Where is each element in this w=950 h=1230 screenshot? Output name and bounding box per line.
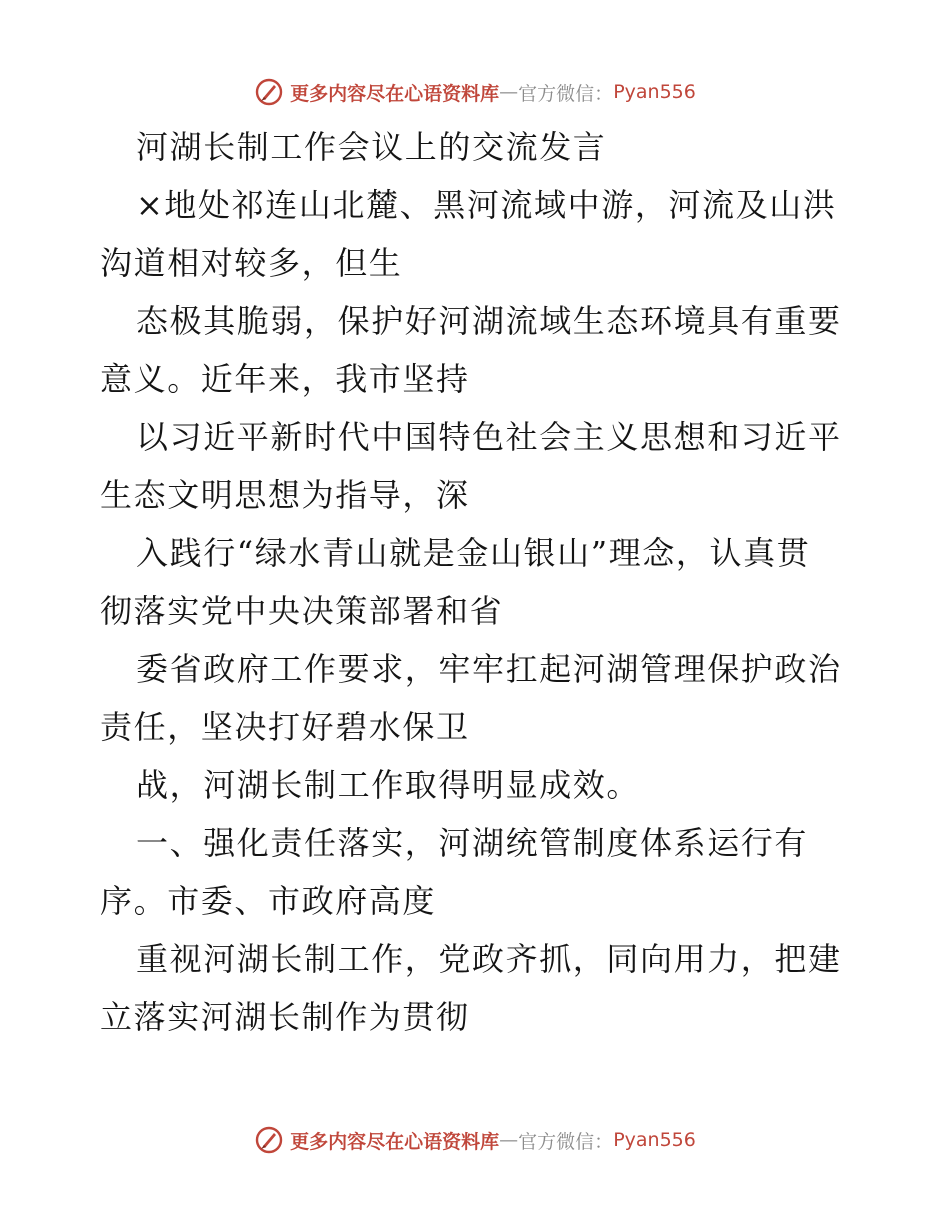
paragraph-line: 重视河湖长制工作，党政齐抓，同向用力，把建 bbox=[136, 940, 842, 978]
watermark-brand: 更多内容尽在心语资料库 bbox=[290, 1130, 500, 1153]
header-watermark bbox=[0, 72, 950, 112]
paragraph-line: 战，河湖长制工作取得明显成效。 bbox=[136, 766, 641, 804]
paragraph-line: ×地处祁连山北麓、黑河流域中游，河流及山洪 bbox=[136, 186, 837, 224]
paragraph-line: 彻落实党中央决策部署和省 bbox=[100, 592, 504, 630]
document-body bbox=[100, 118, 860, 1046]
paragraph-line: 态极其脆弱，保护好河湖流域生态环境具有重要 bbox=[136, 302, 842, 340]
watermark-id: Pyan556 bbox=[613, 81, 696, 103]
quill-pen-logo-icon bbox=[254, 1125, 284, 1155]
paragraph-line: 立落实河湖长制作为贯彻 bbox=[100, 998, 470, 1036]
watermark-id: Pyan556 bbox=[613, 1129, 696, 1151]
paragraph-line: 沟道相对较多，但生 bbox=[100, 244, 403, 282]
watermark-label: 官方微信： bbox=[518, 1130, 614, 1153]
watermark-separator: — bbox=[499, 1129, 519, 1151]
paragraph-line: 以习近平新时代中国特色社会主义思想和习近平 bbox=[136, 418, 842, 456]
paragraph-line: 意义。近年来，我市坚持 bbox=[100, 360, 470, 398]
paragraph-line: 序。市委、市政府高度 bbox=[100, 882, 437, 920]
paragraph-line: 生态文明思想为指导，深 bbox=[100, 476, 470, 514]
quill-pen-logo-icon bbox=[254, 77, 284, 107]
watermark-label: 官方微信： bbox=[518, 82, 614, 105]
document-title: 河湖长制工作会议上的交流发言 bbox=[136, 128, 607, 166]
footer-watermark bbox=[0, 1120, 950, 1160]
paragraph-line: 入践行“绿水青山就是金山银山”理念，认真贯 bbox=[136, 534, 811, 572]
section-heading-line: 一、强化责任落实，河湖统管制度体系运行有 bbox=[136, 824, 809, 862]
watermark-separator: — bbox=[499, 81, 519, 103]
watermark-brand: 更多内容尽在心语资料库 bbox=[290, 82, 500, 105]
paragraph-line: 委省政府工作要求，牢牢扛起河湖管理保护政治 bbox=[136, 650, 842, 688]
paragraph-line: 责任，坚决打好碧水保卫 bbox=[100, 708, 470, 746]
